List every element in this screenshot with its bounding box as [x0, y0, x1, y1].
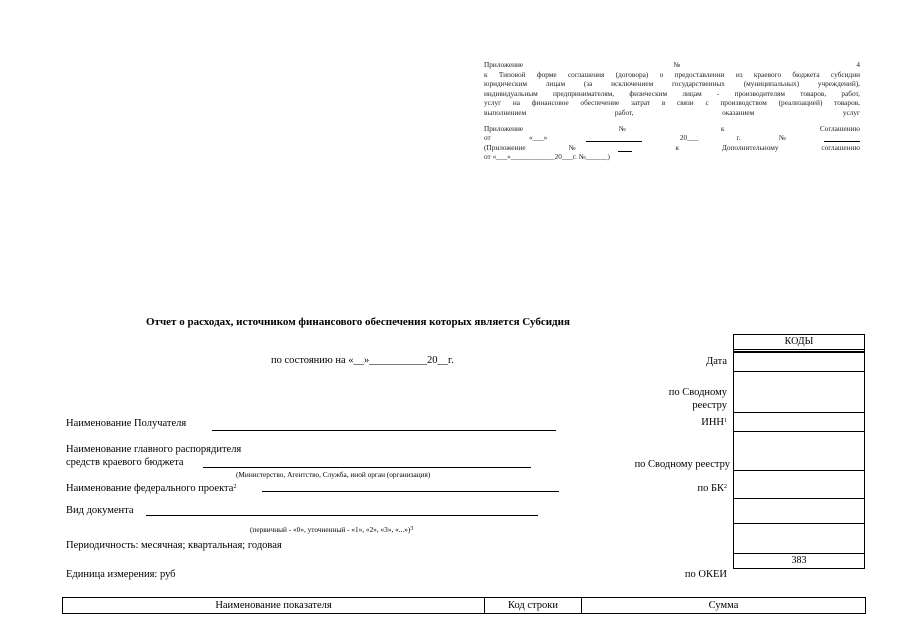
sub1-d: Соглашению	[819, 123, 860, 133]
report-date-line: по состоянию на «__»___________20__г.	[271, 355, 454, 366]
federal-project-label: Наименование федерального проекта	[66, 483, 234, 494]
appendix-block	[484, 60, 860, 162]
sub2-e: №	[778, 133, 786, 143]
recipient-field	[66, 418, 186, 429]
codes-svodny2-cell[interactable]	[734, 431, 864, 471]
code-bk-field	[697, 483, 727, 494]
codes-doctype-cell[interactable]	[734, 498, 864, 524]
appendix-num-sign: №	[673, 60, 681, 69]
appendix-line6-d: услуг	[842, 107, 860, 117]
sub2-blank	[586, 133, 642, 142]
code-svodny2-label: по Сводному реестру	[634, 459, 730, 470]
codes-header: КОДЫ	[734, 335, 864, 350]
column-header-row-code: Код строки	[485, 598, 582, 613]
sub-appendix-line4: от «___»____________20___г. №______)	[484, 152, 610, 162]
doc-type-hint-wrap	[250, 525, 413, 535]
federal-project-field	[66, 483, 236, 494]
sub3-blank	[618, 143, 632, 152]
sub2-a: от	[484, 133, 491, 143]
codes-okei-value: 383	[734, 553, 864, 568]
appendix-line6-c: оказанием	[722, 107, 755, 117]
recipient-label: Наименование Получателя	[66, 418, 187, 429]
sub-appendix-line3	[484, 143, 860, 153]
codes-table	[733, 334, 865, 569]
periodicity-label: Периодичность: месячная; квартальная; годовая	[66, 540, 282, 551]
recipient-input-line[interactable]	[212, 430, 556, 431]
column-header-indicator: Наименование показателя	[63, 598, 485, 613]
manager-hint: (Министерство, Агентство, Служба, иной орган (организация)	[236, 470, 431, 479]
codes-periodicity-cell[interactable]	[734, 523, 864, 554]
sub-appendix-line1	[484, 124, 860, 134]
report-title: Отчет о расходах, источником финансового обеспечения которых является Субсидия	[146, 316, 570, 328]
sub3-c: к	[675, 142, 679, 152]
sub1-c: к	[720, 123, 725, 133]
doc-type-hint: (первичный - «0», уточненный - «1», «2», «3», «...»)	[250, 525, 411, 534]
code-inn-label: ИНН	[701, 417, 724, 428]
codes-inn-cell[interactable]	[734, 412, 864, 432]
sub3-b: №	[568, 142, 576, 152]
appendix-line1	[484, 60, 860, 70]
sub2-d: г.	[736, 133, 741, 143]
appendix-label: Приложение	[484, 60, 524, 69]
doc-type-input-line[interactable]	[146, 515, 538, 516]
appendix-line4: индивидуальным предпринимателям, физическим лицам - производителям товаров, работ,	[484, 88, 860, 98]
code-svodny-label-2: реестру	[692, 400, 727, 411]
appendix-line2: к Типовой форме соглашения (договора) о предоставлении из краевого бюджета субсидии	[484, 69, 860, 79]
sub3-e: соглашению	[821, 142, 860, 152]
manager-label-2: средств краевого бюджета	[66, 457, 184, 468]
codes-bk-cell[interactable]	[734, 470, 864, 499]
codes-svodny-cell[interactable]	[734, 371, 864, 413]
code-svodny-label	[669, 386, 727, 412]
code-svodny-label-1: по Сводному	[668, 387, 727, 398]
code-bk-label: по БК	[697, 483, 724, 494]
doc-type-hint-footnote: 3	[410, 526, 414, 532]
sub2-c: 20___	[679, 133, 699, 143]
doc-type-field	[66, 505, 134, 516]
appendix-line3: юридическим лицам (за исключением государственных (муниципальных) учреждений),	[484, 79, 860, 89]
doc-type-label: Вид документа	[66, 505, 134, 516]
sub3-d: Дополнительному	[721, 142, 779, 152]
unit-label: Единица измерения: руб	[66, 569, 176, 580]
code-okei-label: по ОКЕИ	[684, 569, 727, 580]
appendix-line5: услуг на финансовое обеспечение затрат в связи с производством (реализацией) товаров,	[484, 98, 860, 108]
federal-project-footnote: 2	[233, 484, 237, 490]
code-date-label: Дата	[706, 356, 727, 367]
appendix-number: 4	[856, 60, 860, 69]
sub1-a: Приложение	[484, 123, 524, 133]
sub3-a: (Приложение	[484, 142, 526, 152]
sub2-blank2	[824, 133, 860, 142]
sub-appendix-line2	[484, 133, 860, 143]
federal-project-input-line[interactable]	[262, 491, 559, 492]
sub2-b: «___»	[529, 133, 548, 143]
report-table-header	[62, 597, 866, 614]
manager-input-line[interactable]	[203, 467, 531, 468]
manager-label-1: Наименование главного распорядителя	[66, 444, 242, 455]
appendix-line6-a: выполнением	[484, 107, 527, 117]
code-bk-footnote: 2	[724, 484, 727, 490]
column-header-sum: Сумма	[708, 600, 739, 611]
code-inn-field	[701, 417, 727, 428]
appendix-line6-b: работ,	[614, 107, 634, 117]
appendix-line6	[484, 108, 860, 118]
sub1-b: №	[618, 123, 626, 133]
code-inn-footnote: 1	[724, 418, 727, 424]
codes-date-cell[interactable]	[734, 351, 864, 373]
